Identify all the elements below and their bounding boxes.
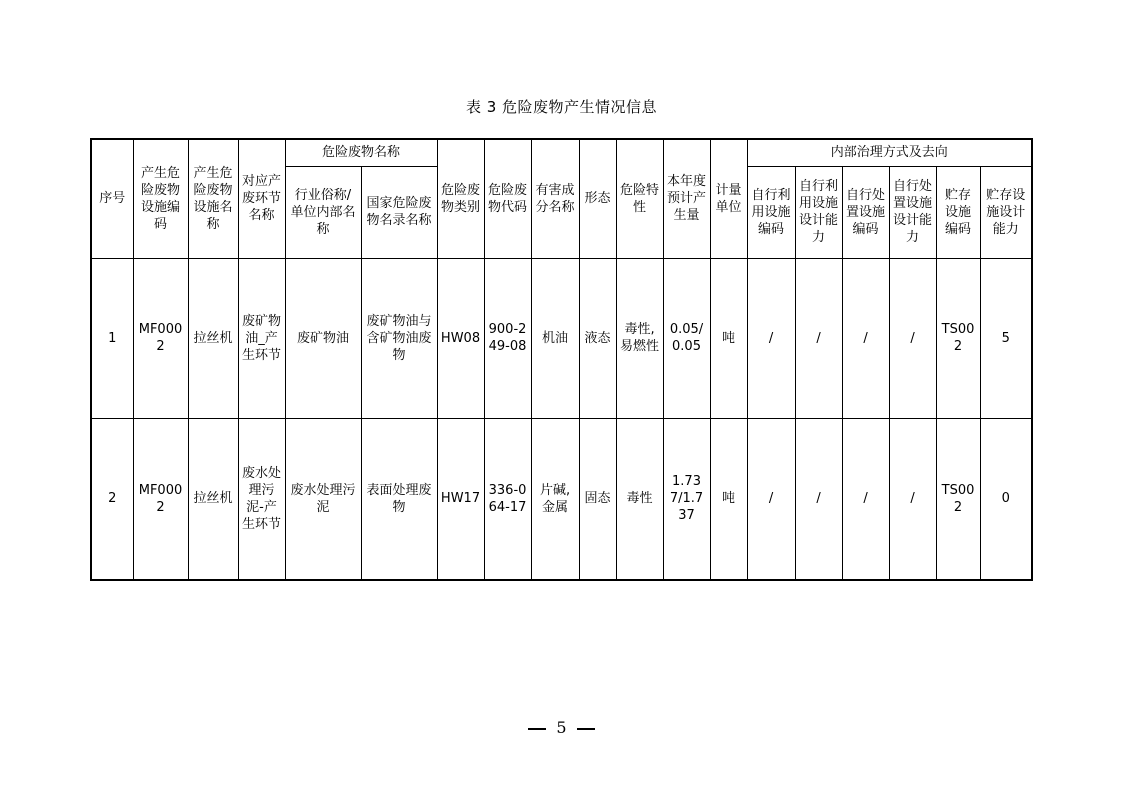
cell-self-use-code: / [747,418,795,580]
header-harmful: 有害成分名称 [531,139,579,258]
cell-self-disp-cap: / [889,258,936,418]
table-caption: 表 3 危险废物产生情况信息 [465,98,658,116]
header-self-use-cap: 自行利用设施设计能力 [795,166,842,258]
table-row [91,418,1032,580]
header-form: 形态 [579,139,616,258]
header-self-disp-cap: 自行处置设施设计能力 [889,166,936,258]
header-facility-code: 产生危险废物设施编码 [133,139,188,258]
cell-form: 液态 [579,258,616,418]
cell-facility-name: 拉丝机 [188,418,238,580]
header-storage-cap: 贮存设施设计能力 [980,166,1032,258]
cell-storage-code: TS002 [936,418,980,580]
header-self-disp-code: 自行处置设施编码 [842,166,889,258]
cell-annual: 0.05/0.05 [663,258,710,418]
header-link: 对应产废环节名称 [238,139,285,258]
cell-storage-cap: 0 [980,418,1032,580]
cell-self-use-code: / [747,258,795,418]
header-row-1 [91,139,1032,166]
header-category: 危险废物类别 [437,139,484,258]
cell-national-name: 表面处理废物 [361,418,437,580]
cell-property: 毒性,易燃性 [616,258,663,418]
cell-storage-cap: 5 [980,258,1032,418]
header-internal-group: 内部治理方式及去向 [747,139,1032,166]
cell-seq: 2 [91,418,133,580]
header-annual: 本年度预计产生量 [663,139,710,258]
header-storage-code: 贮存设施编码 [936,166,980,258]
cell-category: HW08 [437,258,484,418]
cell-harmful: 机油 [531,258,579,418]
header-property: 危险特性 [616,139,663,258]
cell-self-use-cap: / [795,258,842,418]
cell-link: 废水处理污泥-产生环节 [238,418,285,580]
header-facility-name: 产生危险废物设施名称 [188,139,238,258]
footer-dash-right [577,728,595,730]
header-seq: 序号 [91,139,133,258]
cell-facility-name: 拉丝机 [188,258,238,418]
cell-self-disp-cap: / [889,418,936,580]
cell-facility-code: MF0002 [133,418,188,580]
cell-code: 900-249-08 [484,258,531,418]
table-row [91,258,1032,418]
header-waste-name-group: 危险废物名称 [285,139,437,166]
cell-code: 336-064-17 [484,418,531,580]
cell-link: 废矿物油_产生环节 [238,258,285,418]
cell-category: HW17 [437,418,484,580]
cell-industry-name: 废水处理污泥 [285,418,361,580]
page-footer [0,718,1123,737]
header-unit: 计量单位 [710,139,747,258]
hazardous-waste-table [90,138,1033,581]
cell-annual: 1.737/1.737 [663,418,710,580]
header-national-name: 国家危险废物名录名称 [361,166,437,258]
header-self-use-code: 自行利用设施编码 [747,166,795,258]
header-industry-name: 行业俗称/单位内部名称 [285,166,361,258]
cell-self-use-cap: / [795,418,842,580]
header-code: 危险废物代码 [484,139,531,258]
cell-form: 固态 [579,418,616,580]
footer-dash-left [528,728,546,730]
cell-self-disp-code: / [842,258,889,418]
cell-storage-code: TS002 [936,258,980,418]
cell-self-disp-code: / [842,418,889,580]
page-number: 5 [556,718,567,737]
cell-seq: 1 [91,258,133,418]
cell-industry-name: 废矿物油 [285,258,361,418]
cell-unit: 吨 [710,418,747,580]
cell-property: 毒性 [616,418,663,580]
cell-national-name: 废矿物油与含矿物油废物 [361,258,437,418]
cell-facility-code: MF0002 [133,258,188,418]
cell-harmful: 片碱,金属 [531,418,579,580]
cell-unit: 吨 [710,258,747,418]
